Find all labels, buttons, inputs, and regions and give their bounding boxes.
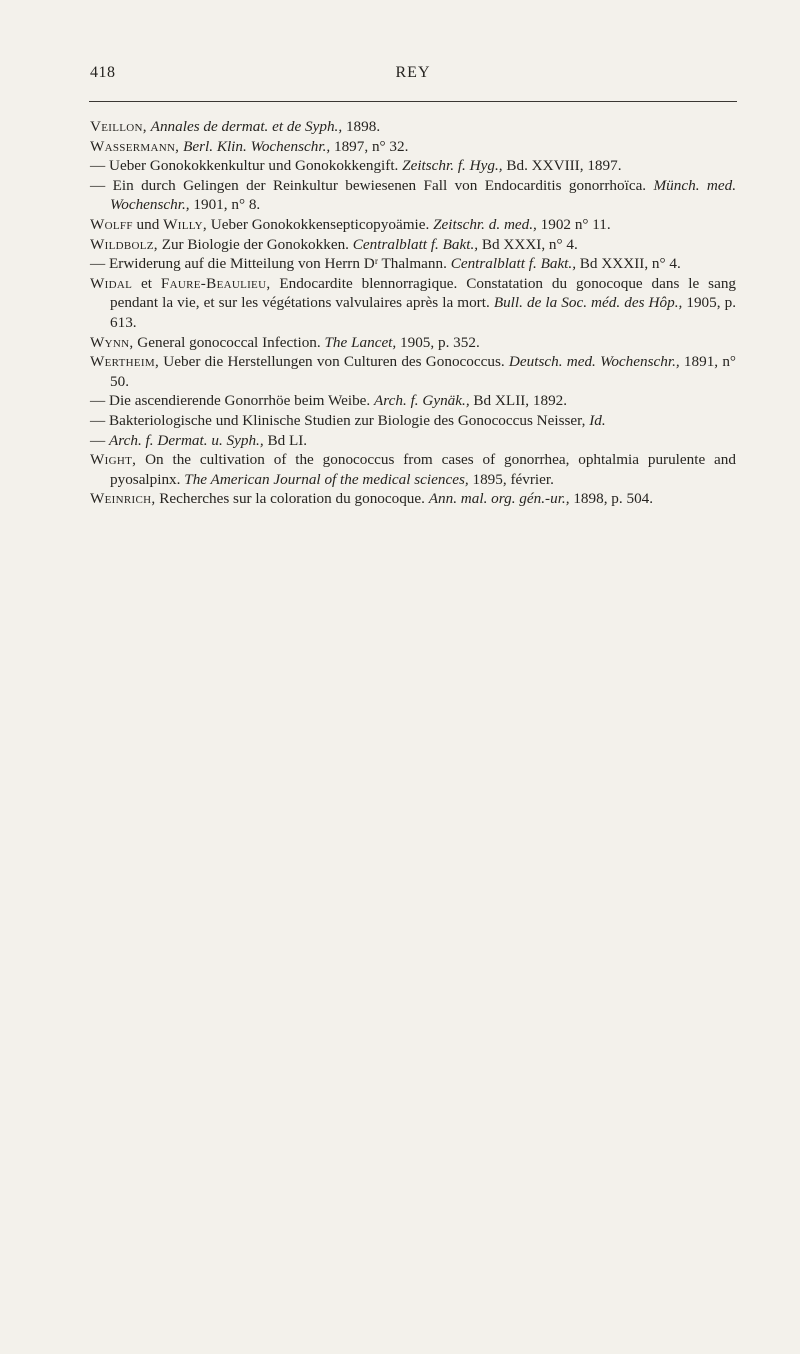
entry-source: Id. [589,411,606,429]
page-number: 418 [90,64,116,81]
bibliography-entry [90,274,736,333]
entry-author: Wassermann, [90,137,180,155]
entry-source: Deutsch. med. Wochenschr., [508,353,680,371]
entry-author: Wynn, [90,333,134,351]
running-title: REY [395,64,431,81]
entry-details: 1902 n° 11. [536,215,611,233]
bibliography-entry [90,137,736,157]
bibliography-entry [90,235,736,255]
entry-details: 1895, février. [468,470,554,488]
bibliography-entry [90,254,736,274]
entry-text: — Erwiderung auf die Mitteilung von Herrn Dʳ Thalmann. [90,255,451,273]
entry-author: Widal [90,274,133,292]
entry-source: Arch. f. Dermat. u. Syph., [108,431,264,449]
entry-source: Münch. med. Wochenschr., [110,176,736,214]
entry-details: 1898, p. 504. [569,490,654,508]
bibliography-entry [90,176,736,215]
entry-details: Bd XXXI, n° 4. [478,235,578,253]
bibliography-list [90,117,736,509]
entry-author: Wertheim, [90,353,160,371]
entry-source: Bull. de la Soc. méd. des Hôp., [493,294,683,312]
entry-source: Ann. mal. org. gén.-ur., [428,490,570,508]
entry-details: Bd XLII, 1892. [469,392,568,410]
entry-text: — Die ascendierende Gonorrhöe beim Weibe. [90,392,375,410]
entry-text: Endocardite blennorragique. Constatation du gonocoque dans le sang pendant la vie, et sur les végétations valvulaires après la mort. [110,274,737,312]
entry-author: Wolff [90,215,133,233]
bibliography-entry [90,391,736,411]
entry-details: 1897, n° 32. [330,137,409,155]
bibliography-entry [90,431,736,451]
entry-text: On the cultivation of the gonococcus from cases of gonorrhea, ophtalmia purulente and pyosalpinx. [110,451,736,488]
entry-text: Recherches sur la coloration du gonocoque. [155,490,429,508]
header-rule [89,101,737,102]
entry-coauthor: Faure-Beaulieu, [160,274,271,292]
entry-source: Centralblatt f. Bakt., [352,235,479,253]
entry-author: Wildbolz, [90,235,158,253]
entry-text: — Bakteriologische und Klinische Studien zur Biologie des Gonococcus Neisser, [90,411,590,429]
bibliography-entry [90,333,736,353]
entry-details: 1905, p. 352. [396,333,480,351]
entry-source: Arch. f. Gynäk., [374,392,470,410]
bibliography-entry [90,450,736,489]
entry-source: The Lancet, [324,333,397,351]
entry-source: Centralblatt f. Bakt., [450,255,576,273]
bibliography-entry [90,352,736,391]
entry-details: 1898. [342,118,381,135]
bibliography-entry [90,489,736,509]
entry-source: Zeitschr. d. med., [433,215,537,233]
entry-details: Bd XXXII, n° 4. [576,255,681,273]
entry-text: General gonococcal Infection. [133,333,325,351]
entry-text: — Ueber Gonokokkenkultur und Gonokokkengift. [90,157,403,175]
entry-source: Zeitschr. f. Hyg., [402,157,503,175]
entry-source: The American Journal of the medical sciences, [184,470,469,488]
bibliography-entry [90,117,736,137]
entry-text: Ueber die Herstellungen von Culturen des Gonococcus. [159,353,509,371]
entry-source: Berl. Klin. Wochenschr., [183,137,331,155]
entry-text: Ueber Gonokokkensepticopyoämie. [207,215,434,233]
entry-text: — [90,431,109,449]
bibliography-entry [90,156,736,176]
entry-text: Zur Biologie der Gonokokken. [157,235,353,253]
entry-coauthor: Willy, [163,215,207,233]
bibliography-entry [90,411,736,431]
entry-details: Bd. XXVIII, 1897. [502,157,622,175]
entry-connector: et [132,274,161,292]
entry-author: Wight, [90,451,137,469]
page-header [90,64,736,86]
bibliography-entry [90,215,736,235]
entry-connector: und [132,215,164,233]
entry-details: Bd LI. [263,431,308,449]
entry-author: Veillon, [90,118,147,135]
entry-details: 1891, n° 50. [110,353,737,390]
entry-text: — Ein durch Gelingen der Reinkultur bewiesenen Fall von Endocarditis gonorrhoïca. [90,176,654,194]
entry-author: Weinrich, [90,490,156,508]
entry-details: 1901, n° 8. [189,196,261,214]
entry-details: 1905, p. 613. [110,294,736,331]
entry-source: Annales de dermat. et de Syph., [150,118,343,135]
